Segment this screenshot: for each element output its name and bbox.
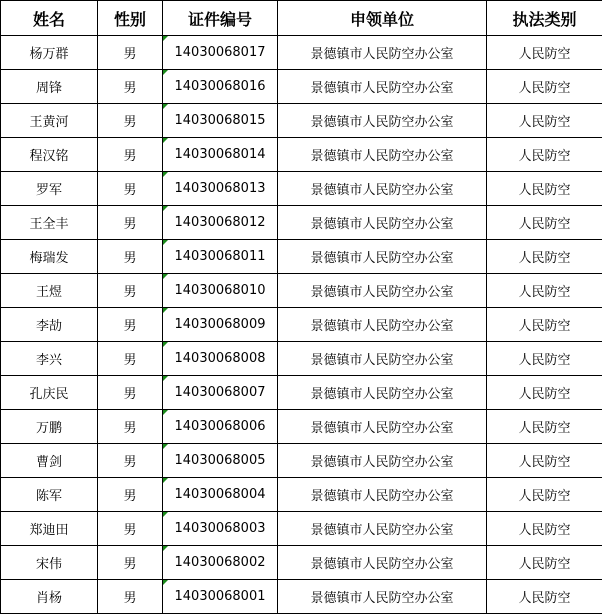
header-row: [1, 1, 602, 36]
cell-certificate-number: [163, 342, 278, 376]
certificate-number-text: 14030068008: [175, 351, 266, 366]
text-number-marker-icon: [163, 70, 168, 75]
text-number-marker-icon: [163, 138, 168, 143]
certificate-number-text: 14030068004: [175, 487, 266, 502]
table-row: [1, 172, 602, 206]
text-number-marker-icon: [163, 104, 168, 109]
cell-enforcement-category: 人民防空: [487, 70, 602, 104]
header-enforcement-category: 执法类别: [487, 1, 602, 36]
certificate-number-text: 14030068007: [175, 385, 266, 400]
text-number-marker-icon: [163, 172, 168, 177]
cell-issuing-unit: 景德镇市人民防空办公室: [278, 206, 487, 240]
cell-gender: 男: [98, 512, 163, 546]
cell-gender: 男: [98, 444, 163, 478]
cell-certificate-number: [163, 206, 278, 240]
cell-issuing-unit: 景德镇市人民防空办公室: [278, 376, 487, 410]
text-number-marker-icon: [163, 580, 168, 585]
text-number-marker-icon: [163, 444, 168, 449]
certificate-number-text: 14030068014: [175, 147, 266, 162]
table-row: [1, 478, 602, 512]
text-number-marker-icon: [163, 36, 168, 41]
cell-gender: 男: [98, 206, 163, 240]
table-row: [1, 342, 602, 376]
cell-enforcement-category: 人民防空: [487, 104, 602, 138]
cell-gender: 男: [98, 104, 163, 138]
cell-enforcement-category: 人民防空: [487, 580, 602, 614]
cell-gender: 男: [98, 478, 163, 512]
certificate-number-text: 14030068010: [175, 283, 266, 298]
cell-enforcement-category: 人民防空: [487, 206, 602, 240]
cell-enforcement-category: 人民防空: [487, 36, 602, 70]
cell-name: 王全丰: [1, 206, 98, 240]
cell-name: 梅瑞发: [1, 240, 98, 274]
text-number-marker-icon: [163, 308, 168, 313]
certificate-number-text: 14030068013: [175, 181, 266, 196]
text-number-marker-icon: [163, 376, 168, 381]
cell-gender: 男: [98, 376, 163, 410]
certificate-number-text: 14030068003: [175, 521, 266, 536]
cell-gender: 男: [98, 342, 163, 376]
text-number-marker-icon: [163, 274, 168, 279]
cell-issuing-unit: 景德镇市人民防空办公室: [278, 410, 487, 444]
cell-issuing-unit: 景德镇市人民防空办公室: [278, 36, 487, 70]
certificate-number-text: 14030068011: [175, 249, 266, 264]
cell-name: 杨万群: [1, 36, 98, 70]
certificate-number-text: 14030068017: [175, 45, 266, 60]
header-gender: 性别: [98, 1, 163, 36]
cell-issuing-unit: 景德镇市人民防空办公室: [278, 478, 487, 512]
cell-certificate-number: [163, 274, 278, 308]
cell-name: 陈军: [1, 478, 98, 512]
cell-name: 李劼: [1, 308, 98, 342]
cell-gender: 男: [98, 138, 163, 172]
cell-certificate-number: [163, 376, 278, 410]
cell-enforcement-category: 人民防空: [487, 546, 602, 580]
text-number-marker-icon: [163, 206, 168, 211]
cell-enforcement-category: 人民防空: [487, 138, 602, 172]
cell-gender: 男: [98, 546, 163, 580]
cell-gender: 男: [98, 36, 163, 70]
cell-name: 李兴: [1, 342, 98, 376]
cell-issuing-unit: 景德镇市人民防空办公室: [278, 580, 487, 614]
cell-certificate-number: [163, 546, 278, 580]
header-issuing-unit: 申领单位: [278, 1, 487, 36]
table-row: [1, 104, 602, 138]
cell-certificate-number: [163, 580, 278, 614]
table-row: [1, 308, 602, 342]
cell-issuing-unit: 景德镇市人民防空办公室: [278, 70, 487, 104]
text-number-marker-icon: [163, 546, 168, 551]
cell-gender: 男: [98, 70, 163, 104]
cell-enforcement-category: 人民防空: [487, 308, 602, 342]
cell-name: 郑迪田: [1, 512, 98, 546]
cell-name: 王煜: [1, 274, 98, 308]
certificate-number-text: 14030068015: [175, 113, 266, 128]
cell-issuing-unit: 景德镇市人民防空办公室: [278, 342, 487, 376]
header-certificate-number: 证件编号: [163, 1, 278, 36]
certificate-number-text: 14030068006: [175, 419, 266, 434]
table-row: [1, 580, 602, 614]
cell-certificate-number: [163, 36, 278, 70]
cell-certificate-number: [163, 444, 278, 478]
cell-name: 周锋: [1, 70, 98, 104]
cell-enforcement-category: 人民防空: [487, 172, 602, 206]
cell-gender: 男: [98, 410, 163, 444]
table-row: [1, 410, 602, 444]
cell-certificate-number: [163, 240, 278, 274]
table-row: [1, 444, 602, 478]
table-row: [1, 36, 602, 70]
header-name: 姓名: [1, 1, 98, 36]
cell-name: 肖杨: [1, 580, 98, 614]
certificate-number-text: 14030068005: [175, 453, 266, 468]
cell-certificate-number: [163, 104, 278, 138]
table-row: [1, 512, 602, 546]
cell-issuing-unit: 景德镇市人民防空办公室: [278, 546, 487, 580]
cell-enforcement-category: 人民防空: [487, 240, 602, 274]
cell-name: 罗军: [1, 172, 98, 206]
table-row: [1, 274, 602, 308]
cell-gender: 男: [98, 172, 163, 206]
cell-name: 程汉铭: [1, 138, 98, 172]
cell-name: 孔庆民: [1, 376, 98, 410]
certificate-number-text: 14030068009: [175, 317, 266, 332]
cell-certificate-number: [163, 410, 278, 444]
table-row: [1, 546, 602, 580]
cell-name: 宋伟: [1, 546, 98, 580]
cell-enforcement-category: 人民防空: [487, 376, 602, 410]
certificate-number-text: 14030068001: [175, 589, 266, 604]
cell-issuing-unit: 景德镇市人民防空办公室: [278, 308, 487, 342]
cell-issuing-unit: 景德镇市人民防空办公室: [278, 104, 487, 138]
cell-certificate-number: [163, 70, 278, 104]
text-number-marker-icon: [163, 240, 168, 245]
table-row: [1, 138, 602, 172]
cell-certificate-number: [163, 512, 278, 546]
cell-enforcement-category: 人民防空: [487, 342, 602, 376]
cell-enforcement-category: 人民防空: [487, 444, 602, 478]
cell-name: 曹剑: [1, 444, 98, 478]
cell-certificate-number: [163, 172, 278, 206]
text-number-marker-icon: [163, 342, 168, 347]
cell-enforcement-category: 人民防空: [487, 274, 602, 308]
cell-certificate-number: [163, 308, 278, 342]
text-number-marker-icon: [163, 478, 168, 483]
cell-enforcement-category: 人民防空: [487, 478, 602, 512]
text-number-marker-icon: [163, 410, 168, 415]
cell-gender: 男: [98, 240, 163, 274]
cell-issuing-unit: 景德镇市人民防空办公室: [278, 444, 487, 478]
table-row: [1, 206, 602, 240]
table-row: [1, 376, 602, 410]
cell-name: 万鹏: [1, 410, 98, 444]
certificate-number-text: 14030068016: [175, 79, 266, 94]
cell-name: 王黄河: [1, 104, 98, 138]
cell-gender: 男: [98, 580, 163, 614]
cell-issuing-unit: 景德镇市人民防空办公室: [278, 512, 487, 546]
cell-enforcement-category: 人民防空: [487, 512, 602, 546]
cell-issuing-unit: 景德镇市人民防空办公室: [278, 240, 487, 274]
cell-issuing-unit: 景德镇市人民防空办公室: [278, 274, 487, 308]
text-number-marker-icon: [163, 512, 168, 517]
certificate-number-text: 14030068002: [175, 555, 266, 570]
cell-gender: 男: [98, 308, 163, 342]
cell-issuing-unit: 景德镇市人民防空办公室: [278, 138, 487, 172]
certificate-number-text: 14030068012: [175, 215, 266, 230]
cell-enforcement-category: 人民防空: [487, 410, 602, 444]
cell-issuing-unit: 景德镇市人民防空办公室: [278, 172, 487, 206]
cell-certificate-number: [163, 138, 278, 172]
table-body: [1, 36, 602, 614]
table-row: [1, 70, 602, 104]
cell-certificate-number: [163, 478, 278, 512]
table-row: [1, 240, 602, 274]
cell-gender: 男: [98, 274, 163, 308]
